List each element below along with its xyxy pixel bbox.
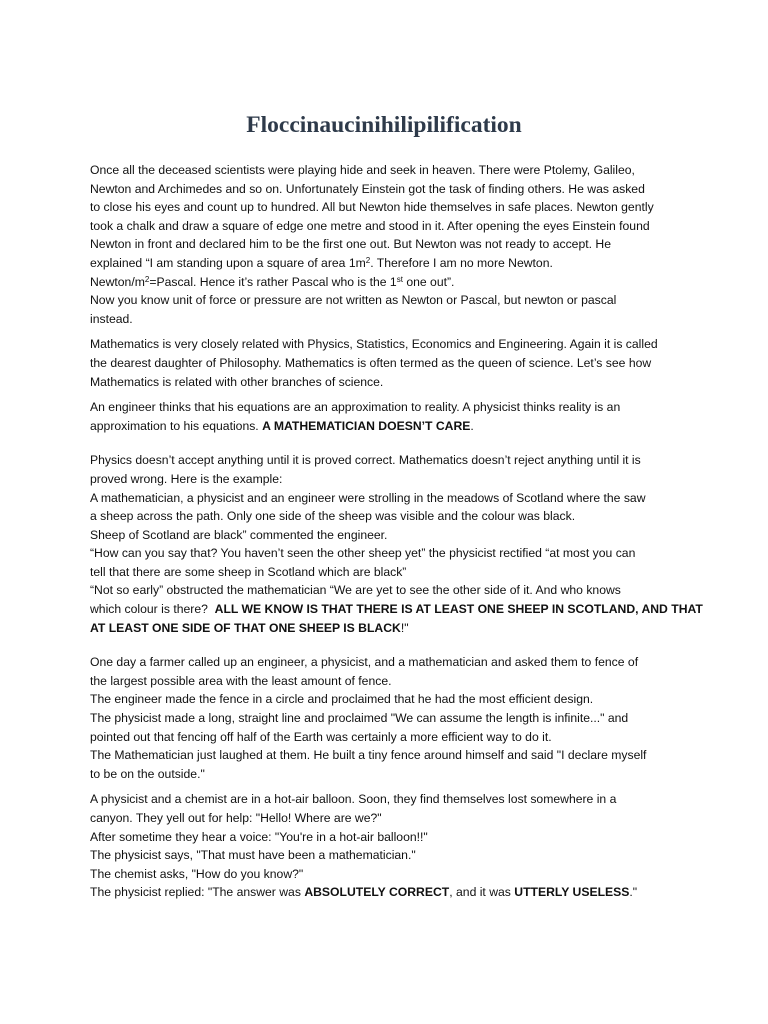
text-line: A mathematician, a physicist and an engineer were strolling in the meadows of Scotland where the saw: [90, 490, 646, 505]
text-span: explained “I am standing upon a square of area 1m: [90, 255, 366, 270]
text-line: After sometime they hear a voice: "You're in a hot-air balloon!!": [90, 829, 428, 844]
page-title: Floccinaucinihilipilification: [246, 112, 522, 138]
paragraph-einstein-newton: [90, 161, 690, 328]
text-line: Mathematics is very closely related with Physics, Statistics, Economics and Engineering. Again it is called: [90, 337, 658, 352]
superscript: 2: [365, 255, 371, 265]
text-line: A physicist and a chemist are in a hot-air balloon. Soon, they find themselves lost somewhere in a: [90, 792, 617, 807]
text-line: “How can you say that? You haven’t seen the other sheep yet” the physicist rectified “at most you can: [90, 546, 636, 561]
text-line: the largest possible area with the least amount of fence.: [90, 673, 392, 688]
text-span: !": [400, 620, 409, 635]
text-line: Now you know unit of force or pressure are not written as Newton or Pascal, but newton or pascal: [90, 293, 617, 308]
text-line: The chemist asks, "How do you know?": [90, 866, 304, 881]
text-line: Newton in front and declared him to be the first one out. But Newton was not ready to accept. He: [90, 237, 611, 252]
text-span: approximation to his equations.: [90, 418, 263, 433]
text-line: The physicist says, "That must have been a mathematician.": [90, 848, 416, 863]
text-span: .: [470, 418, 474, 433]
text-span: , and it was: [449, 885, 515, 900]
text-line: [90, 600, 703, 619]
paragraph-farmer-fence: [90, 653, 690, 783]
text-line: Physics doesn’t accept anything until it is proved correct. Mathematics doesn’t reject anything until it is: [90, 453, 641, 468]
text-span: . Therefore I am no more Newton.: [370, 255, 553, 270]
text-line: [90, 254, 690, 273]
document-body: [90, 161, 703, 902]
text-line: [90, 619, 690, 638]
text-line: [90, 417, 690, 436]
text-line: pointed out that fencing off half of the Earth was certainly a more efficient way to do it.: [90, 729, 552, 744]
text-line: [90, 883, 690, 902]
text-line: canyon. They yell out for help: "Hello! Where are we?": [90, 811, 382, 825]
text-span: =Pascal. Hence it’s rather Pascal who is the 1: [149, 274, 397, 289]
text-span: Newton/m: [90, 274, 145, 289]
text-line: One day a farmer called up an engineer, a physicist, and a mathematician and asked them to fence of: [90, 655, 639, 670]
text-line: the dearest daughter of Philosophy. Mathematics is often termed as the queen of science. Let’s see how: [90, 355, 652, 370]
bold-text: UTTERLY USELESS: [514, 885, 630, 900]
text-line: “Not so early” obstructed the mathematician “We are yet to see the other side of it. And who knows: [90, 583, 621, 598]
text-line: The Mathematician just laughed at them. He built a tiny fence around himself and said "I declare myself: [90, 748, 647, 763]
text-line: proved wrong. Here is the example:: [90, 471, 283, 486]
paragraph-hot-air-balloon: [90, 790, 690, 902]
paragraph-scotland-sheep: [90, 451, 703, 637]
paragraph-engineer-physicist: [90, 398, 690, 435]
text-line: a sheep across the path. Only one side of the sheep was visible and the colour was black.: [90, 509, 576, 524]
text-line: took a chalk and draw a square of edge one metre and stood in it. After opening the eyes Einstein found: [90, 218, 650, 233]
bold-text: ALL WE KNOW IS THAT THERE IS AT LEAST ONE SHEEP IN SCOTLAND, AND THAT: [214, 602, 703, 617]
text-line: Once all the deceased scientists were playing hide and seek in heaven. There were Ptolemy, Galileo,: [90, 163, 635, 177]
text-line: The physicist made a long, straight line and proclaimed "We can assume the length is infinite..." and: [90, 711, 629, 726]
superscript: st: [396, 274, 403, 284]
bold-text: AT LEAST ONE SIDE OF THAT ONE SHEEP IS BLACK: [90, 620, 401, 635]
text-line: to be on the outside.": [90, 766, 205, 781]
text-span: The physicist replied: "The answer was: [90, 885, 305, 900]
bold-text: A MATHEMATICIAN DOESN’T CARE: [262, 418, 471, 433]
superscript: 2: [144, 274, 150, 284]
text-span: which colour is there?: [90, 602, 215, 617]
text-span: one out”.: [402, 274, 455, 289]
text-line: Newton and Archimedes and so on. Unfortunately Einstein got the task of finding others. He was asked: [90, 181, 645, 196]
text-line: Mathematics is related with other branches of science.: [90, 374, 384, 389]
paragraph-mathematics-relations: [90, 335, 690, 391]
text-line: tell that there are some sheep in Scotland which are black”: [90, 564, 407, 579]
text-line: to close his eyes and count up to hundred. All but Newton hide themselves in safe places. Newton gently: [90, 200, 654, 215]
text-line: [90, 273, 690, 292]
text-line: Sheep of Scotland are black” commented the engineer.: [90, 527, 388, 542]
text-line: An engineer thinks that his equations are an approximation to reality. A physicist thinks reality is an: [90, 400, 621, 415]
text-span: .": [629, 885, 638, 900]
text-line: The engineer made the fence in a circle and proclaimed that he had the most efficient design.: [90, 692, 594, 707]
bold-text: ABSOLUTELY CORRECT: [304, 885, 450, 900]
text-line: instead.: [90, 311, 133, 326]
